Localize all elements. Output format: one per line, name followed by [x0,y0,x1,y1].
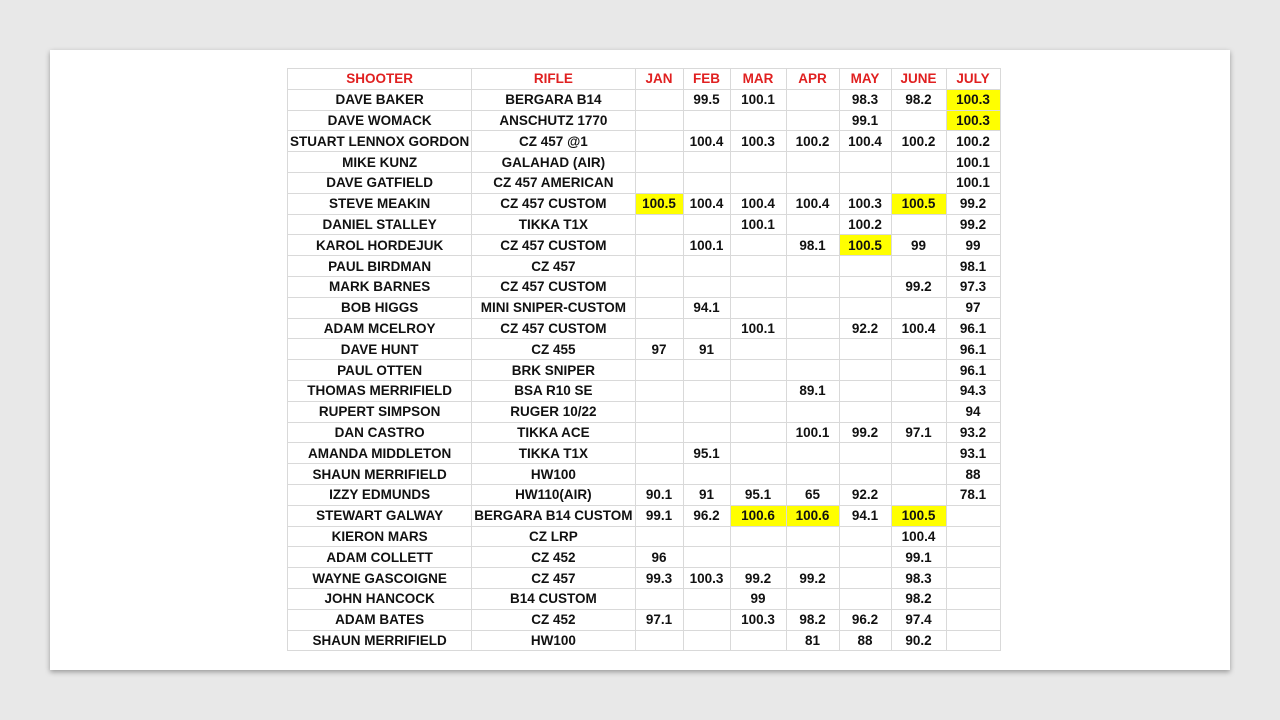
cell-shooter: STUART LENNOX GORDON [288,131,472,152]
cell-jan: 100.5 [635,193,683,214]
cell-june [891,110,946,131]
cell-jan [635,464,683,485]
table-row [288,360,1001,381]
cell-jan [635,152,683,173]
cell-feb [683,152,730,173]
cell-july [946,568,1000,589]
cell-shooter: AMANDA MIDDLETON [288,443,472,464]
cell-apr [786,214,839,235]
header-shooter: SHOOTER [288,69,472,90]
cell-may: 94.1 [839,505,891,526]
cell-mar: 95.1 [730,484,786,505]
cell-mar [730,172,786,193]
cell-jan [635,172,683,193]
cell-july: 96.1 [946,339,1000,360]
cell-june: 98.2 [891,588,946,609]
cell-feb [683,422,730,443]
cell-apr: 89.1 [786,380,839,401]
cell-shooter: DAVE BAKER [288,89,472,110]
cell-rifle: TIKKA T1X [472,214,635,235]
cell-may: 98.3 [839,89,891,110]
cell-mar: 100.3 [730,131,786,152]
table-row [288,297,1001,318]
table-row [288,464,1001,485]
table-row [288,131,1001,152]
cell-june: 99.2 [891,276,946,297]
header-rifle: RIFLE [472,69,635,90]
cell-shooter: KIERON MARS [288,526,472,547]
header-june: JUNE [891,69,946,90]
cell-mar [730,443,786,464]
cell-rifle: CZ 457 CUSTOM [472,276,635,297]
cell-shooter: RUPERT SIMPSON [288,401,472,422]
cell-may: 99.2 [839,422,891,443]
table-row [288,172,1001,193]
cell-mar [730,256,786,277]
cell-jan [635,297,683,318]
cell-apr [786,110,839,131]
cell-june [891,401,946,422]
table-row [288,526,1001,547]
cell-may [839,276,891,297]
cell-may [839,172,891,193]
cell-may: 100.4 [839,131,891,152]
cell-june: 99 [891,235,946,256]
cell-apr: 65 [786,484,839,505]
cell-jan [635,401,683,422]
table-row [288,193,1001,214]
cell-june: 100.5 [891,193,946,214]
cell-rifle: TIKKA ACE [472,422,635,443]
table-row [288,276,1001,297]
cell-feb [683,276,730,297]
cell-shooter: WAYNE GASCOIGNE [288,568,472,589]
cell-mar [730,297,786,318]
cell-mar [730,401,786,422]
cell-may [839,256,891,277]
cell-rifle: BERGARA B14 CUSTOM [472,505,635,526]
cell-june [891,297,946,318]
cell-may [839,339,891,360]
table-row [288,380,1001,401]
cell-july: 99 [946,235,1000,256]
cell-june [891,339,946,360]
cell-mar: 99 [730,588,786,609]
cell-mar [730,630,786,651]
cell-feb: 91 [683,484,730,505]
cell-rifle: TIKKA T1X [472,443,635,464]
cell-feb [683,401,730,422]
cell-july [946,609,1000,630]
table-row [288,505,1001,526]
cell-jan [635,110,683,131]
header-feb: FEB [683,69,730,90]
cell-feb [683,464,730,485]
cell-rifle: CZ 457 [472,256,635,277]
cell-apr: 100.6 [786,505,839,526]
cell-rifle: HW100 [472,630,635,651]
cell-rifle: BERGARA B14 [472,89,635,110]
cell-feb: 100.4 [683,131,730,152]
cell-may [839,401,891,422]
cell-july: 96.1 [946,360,1000,381]
cell-feb: 99.5 [683,89,730,110]
cell-may: 100.3 [839,193,891,214]
cell-may [839,380,891,401]
cell-june [891,256,946,277]
cell-mar: 100.1 [730,214,786,235]
cell-apr [786,89,839,110]
cell-feb [683,380,730,401]
cell-apr [786,526,839,547]
header-may: MAY [839,69,891,90]
cell-rifle: CZ 457 CUSTOM [472,193,635,214]
cell-mar [730,360,786,381]
cell-july: 88 [946,464,1000,485]
cell-rifle: MINI SNIPER-CUSTOM [472,297,635,318]
cell-june [891,443,946,464]
table-row [288,152,1001,173]
cell-july: 97 [946,297,1000,318]
table-row [288,89,1001,110]
cell-feb: 100.3 [683,568,730,589]
table-row [288,588,1001,609]
cell-july: 99.2 [946,214,1000,235]
cell-may [839,568,891,589]
table-row [288,235,1001,256]
cell-shooter: JOHN HANCOCK [288,588,472,609]
cell-may [839,547,891,568]
cell-apr [786,152,839,173]
cell-mar [730,380,786,401]
cell-feb: 94.1 [683,297,730,318]
cell-may [839,297,891,318]
cell-june: 100.4 [891,526,946,547]
header-apr: APR [786,69,839,90]
cell-june [891,380,946,401]
cell-mar [730,464,786,485]
cell-july [946,526,1000,547]
cell-jan [635,89,683,110]
cell-jan [635,235,683,256]
cell-shooter: ADAM COLLETT [288,547,472,568]
cell-rifle: CZ LRP [472,526,635,547]
cell-apr: 100.2 [786,131,839,152]
header-july: JULY [946,69,1000,90]
cell-may [839,526,891,547]
cell-mar: 100.1 [730,318,786,339]
cell-may: 99.1 [839,110,891,131]
cell-apr [786,401,839,422]
cell-june: 100.2 [891,131,946,152]
cell-july [946,630,1000,651]
header-mar: MAR [730,69,786,90]
cell-may [839,152,891,173]
cell-feb: 91 [683,339,730,360]
cell-feb: 96.2 [683,505,730,526]
cell-june [891,484,946,505]
cell-apr [786,443,839,464]
cell-mar [730,526,786,547]
cell-jan [635,256,683,277]
cell-june [891,152,946,173]
cell-june: 100.5 [891,505,946,526]
cell-rifle: CZ 455 [472,339,635,360]
cell-rifle: CZ 457 CUSTOM [472,318,635,339]
cell-july: 78.1 [946,484,1000,505]
cell-july: 96.1 [946,318,1000,339]
cell-july [946,588,1000,609]
cell-jan: 97.1 [635,609,683,630]
cell-apr [786,318,839,339]
cell-may [839,464,891,485]
cell-mar [730,339,786,360]
cell-jan [635,526,683,547]
cell-jan [635,422,683,443]
table-body [288,89,1001,651]
cell-may: 92.2 [839,318,891,339]
table-row [288,110,1001,131]
cell-feb: 95.1 [683,443,730,464]
cell-apr [786,256,839,277]
cell-may: 88 [839,630,891,651]
cell-feb [683,360,730,381]
cell-july: 100.1 [946,172,1000,193]
cell-shooter: SHAUN MERRIFIELD [288,630,472,651]
cell-jan [635,630,683,651]
header-row [288,69,1001,90]
cell-may: 92.2 [839,484,891,505]
cell-jan: 97 [635,339,683,360]
cell-may: 100.2 [839,214,891,235]
cell-apr [786,172,839,193]
cell-july: 93.1 [946,443,1000,464]
cell-jan: 96 [635,547,683,568]
cell-shooter: PAUL BIRDMAN [288,256,472,277]
cell-june: 98.2 [891,89,946,110]
cell-jan [635,214,683,235]
cell-july: 100.3 [946,89,1000,110]
cell-shooter: DAN CASTRO [288,422,472,443]
table-row [288,630,1001,651]
table-row [288,256,1001,277]
cell-rifle: HW100 [472,464,635,485]
cell-feb [683,318,730,339]
cell-july [946,547,1000,568]
cell-rifle: CZ 452 [472,547,635,568]
cell-may: 96.2 [839,609,891,630]
cell-shooter: THOMAS MERRIFIELD [288,380,472,401]
table-row [288,318,1001,339]
cell-june [891,172,946,193]
cell-june [891,214,946,235]
cell-rifle: CZ 457 @1 [472,131,635,152]
cell-rifle: ANSCHUTZ 1770 [472,110,635,131]
cell-jan: 99.1 [635,505,683,526]
cell-july: 100.3 [946,110,1000,131]
table-row [288,443,1001,464]
cell-feb [683,172,730,193]
cell-june: 99.1 [891,547,946,568]
cell-mar: 100.4 [730,193,786,214]
scores-table [287,68,1001,651]
cell-shooter: DANIEL STALLEY [288,214,472,235]
cell-jan [635,131,683,152]
cell-feb [683,256,730,277]
cell-rifle: BRK SNIPER [472,360,635,381]
cell-mar [730,547,786,568]
cell-mar [730,110,786,131]
cell-shooter: ADAM BATES [288,609,472,630]
cell-shooter: PAUL OTTEN [288,360,472,381]
table-row [288,547,1001,568]
cell-shooter: DAVE WOMACK [288,110,472,131]
table-row [288,484,1001,505]
table-row [288,422,1001,443]
cell-rifle: GALAHAD (AIR) [472,152,635,173]
cell-rifle: HW110(AIR) [472,484,635,505]
cell-shooter: IZZY EDMUNDS [288,484,472,505]
cell-mar [730,422,786,443]
cell-shooter: DAVE GATFIELD [288,172,472,193]
cell-mar: 100.3 [730,609,786,630]
cell-mar: 99.2 [730,568,786,589]
cell-june [891,360,946,381]
cell-jan [635,276,683,297]
cell-shooter: MARK BARNES [288,276,472,297]
cell-may [839,588,891,609]
cell-apr [786,547,839,568]
cell-feb [683,214,730,235]
table-row [288,339,1001,360]
slide [50,50,1230,670]
cell-june: 100.4 [891,318,946,339]
cell-shooter: BOB HIGGS [288,297,472,318]
cell-july: 100.1 [946,152,1000,173]
cell-mar [730,152,786,173]
cell-jan: 99.3 [635,568,683,589]
cell-shooter: DAVE HUNT [288,339,472,360]
cell-shooter: MIKE KUNZ [288,152,472,173]
cell-feb [683,110,730,131]
cell-jan: 90.1 [635,484,683,505]
cell-rifle: CZ 452 [472,609,635,630]
cell-july: 100.2 [946,131,1000,152]
cell-mar [730,276,786,297]
cell-mar: 100.1 [730,89,786,110]
table-row [288,609,1001,630]
cell-june: 97.1 [891,422,946,443]
table-row [288,214,1001,235]
cell-may: 100.5 [839,235,891,256]
cell-apr [786,588,839,609]
table-row [288,401,1001,422]
cell-shooter: STEVE MEAKIN [288,193,472,214]
cell-may [839,360,891,381]
cell-apr [786,276,839,297]
cell-feb [683,526,730,547]
cell-rifle: B14 CUSTOM [472,588,635,609]
cell-jan [635,360,683,381]
cell-jan [635,318,683,339]
cell-july: 97.3 [946,276,1000,297]
cell-mar [730,235,786,256]
cell-apr [786,464,839,485]
cell-apr [786,360,839,381]
cell-may [839,443,891,464]
cell-jan [635,443,683,464]
cell-july: 94.3 [946,380,1000,401]
cell-apr: 99.2 [786,568,839,589]
cell-june [891,464,946,485]
cell-apr: 100.4 [786,193,839,214]
cell-apr [786,339,839,360]
cell-shooter: KAROL HORDEJUK [288,235,472,256]
cell-rifle: CZ 457 AMERICAN [472,172,635,193]
cell-shooter: SHAUN MERRIFIELD [288,464,472,485]
cell-feb [683,588,730,609]
cell-apr: 98.1 [786,235,839,256]
cell-july [946,505,1000,526]
cell-feb: 100.1 [683,235,730,256]
cell-shooter: ADAM MCELROY [288,318,472,339]
cell-july: 98.1 [946,256,1000,277]
cell-feb [683,630,730,651]
cell-june: 98.3 [891,568,946,589]
cell-july: 94 [946,401,1000,422]
cell-apr: 100.1 [786,422,839,443]
cell-rifle: CZ 457 [472,568,635,589]
cell-feb: 100.4 [683,193,730,214]
cell-mar: 100.6 [730,505,786,526]
cell-feb [683,609,730,630]
cell-apr [786,297,839,318]
cell-apr: 98.2 [786,609,839,630]
cell-june: 90.2 [891,630,946,651]
cell-june: 97.4 [891,609,946,630]
cell-rifle: BSA R10 SE [472,380,635,401]
cell-jan [635,380,683,401]
cell-july: 99.2 [946,193,1000,214]
cell-rifle: CZ 457 CUSTOM [472,235,635,256]
cell-rifle: RUGER 10/22 [472,401,635,422]
table-row [288,568,1001,589]
cell-feb [683,547,730,568]
cell-shooter: STEWART GALWAY [288,505,472,526]
cell-july: 93.2 [946,422,1000,443]
cell-apr: 81 [786,630,839,651]
cell-jan [635,588,683,609]
header-jan: JAN [635,69,683,90]
